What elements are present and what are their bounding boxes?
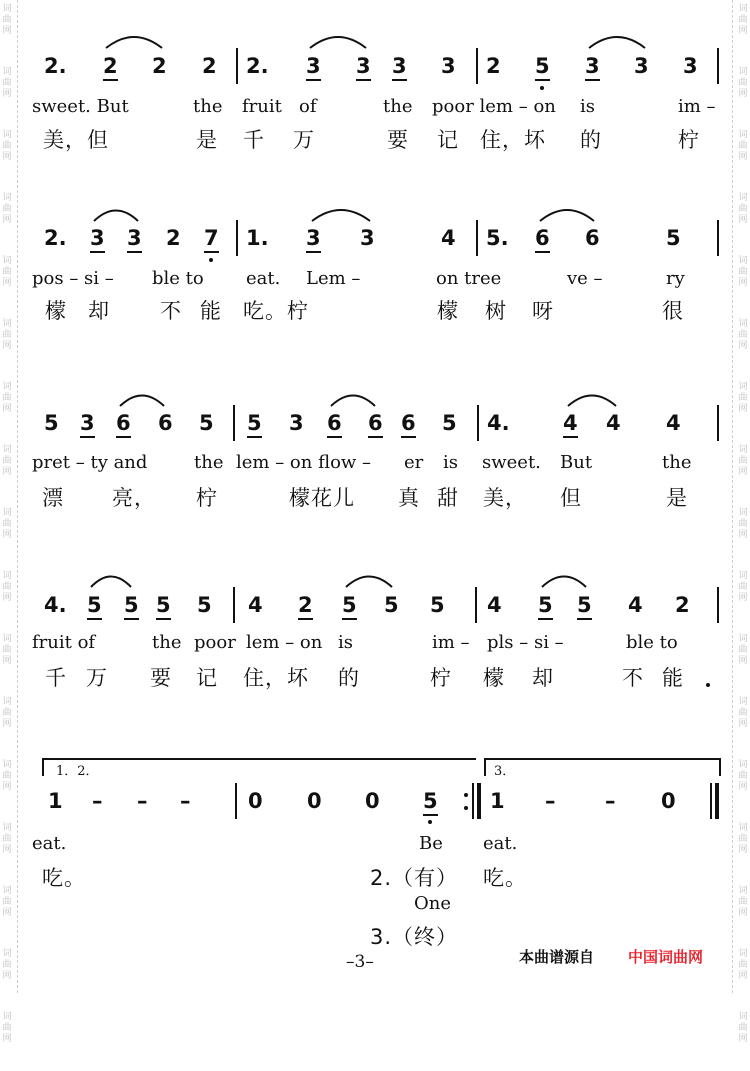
note: 2 <box>675 593 690 617</box>
barline <box>235 783 237 819</box>
note: 0 <box>248 789 263 813</box>
lyric-zh: 住，坏 <box>480 128 546 152</box>
octave-dot <box>209 258 213 262</box>
volta-bracket-1-2 <box>42 758 476 776</box>
final-barline-thick <box>715 783 719 819</box>
note: 3 <box>90 226 105 253</box>
lyric-en: lem – on <box>246 632 323 653</box>
lyric-zh-verse3: 3.（终） <box>370 925 459 949</box>
note: 6 <box>368 411 383 438</box>
lyric-en: pos – si – <box>32 268 114 289</box>
lyric-zh: 檬 <box>45 299 67 323</box>
lyric-en: the <box>193 96 223 117</box>
note: 3 <box>306 226 321 253</box>
note: 4 <box>666 411 681 435</box>
note: 1 <box>490 789 505 813</box>
barline <box>233 405 235 441</box>
note: 4 <box>606 411 621 435</box>
note: 4 <box>248 593 263 617</box>
lyric-zh: 却 <box>532 666 554 690</box>
note: 0 <box>307 789 322 813</box>
octave-dot <box>540 86 544 90</box>
slur <box>310 203 372 223</box>
note: 2 <box>298 593 313 620</box>
barline <box>236 48 238 84</box>
lyric-en: er <box>404 452 424 473</box>
lyric-zh: 却 <box>88 299 110 323</box>
note: 5 <box>156 593 171 620</box>
dash: – <box>137 789 148 813</box>
lyric-en: eat. <box>246 268 281 289</box>
barline <box>717 587 719 623</box>
slur <box>329 388 377 408</box>
note: 3 <box>392 54 407 81</box>
note: 3 <box>634 54 649 78</box>
ellipsis-dot <box>706 683 710 687</box>
lyric-en: im – <box>432 632 470 653</box>
note: 3 <box>306 54 321 81</box>
lyric-en: lem – on flow – <box>236 452 372 473</box>
source-label: 本曲谱源自 <box>519 948 595 966</box>
lyric-zh: 美， <box>483 486 527 510</box>
note: 3 <box>360 226 375 250</box>
lyric-zh: 能 <box>200 299 222 323</box>
slur <box>89 569 133 589</box>
lyric-zh: 万 <box>86 666 108 690</box>
lyric-en: Be <box>419 833 443 854</box>
note: 4 <box>563 411 578 438</box>
lyric-en: poor <box>194 632 236 653</box>
barline <box>236 220 238 256</box>
barline <box>475 587 477 623</box>
note: 6 <box>535 226 550 253</box>
note: 6 <box>158 411 173 435</box>
source-site: 中国词曲网 <box>628 948 704 966</box>
lyric-en-verse3: One <box>414 893 452 914</box>
note: 2. <box>246 54 269 78</box>
slur <box>92 203 140 223</box>
lyric-en: the <box>383 96 413 117</box>
lyric-zh: 檬 <box>437 299 459 323</box>
lyric-en: the <box>662 452 692 473</box>
volta-label: 3． <box>494 764 516 779</box>
barline <box>233 587 235 623</box>
note: 5 <box>342 593 357 620</box>
dash: – <box>92 789 103 813</box>
lyric-en: ble to <box>152 268 204 289</box>
lyric-zh: 美，但 <box>43 128 109 152</box>
lyric-zh: 亮， <box>112 486 156 510</box>
lyric-en: is <box>338 632 353 653</box>
note: 5 <box>44 411 59 435</box>
lyric-zh: 万 <box>293 128 315 152</box>
note: 5 <box>197 593 212 617</box>
lyric-en: im – <box>678 96 716 117</box>
lyric-en: Lem – <box>306 268 361 289</box>
lyric-zh: 的 <box>338 666 360 690</box>
slur <box>540 569 588 589</box>
note: 5 <box>666 226 681 250</box>
lyric-zh: 柠 <box>678 128 700 152</box>
note: 4. <box>44 593 67 617</box>
watermark-right: 词 曲 网 词 曲 网 词 曲 网 词 曲 网 词 曲 网 词 曲 网 词 曲 网 词 曲 网 词 曲 网 词 曲 网 词 曲 网 词 曲 网 词 曲 网 词 曲 网 词 曲 网 词 曲 网 词 曲 网 <box>738 4 748 1044</box>
lyric-en: on tree <box>436 268 502 289</box>
barline <box>477 405 479 441</box>
slur <box>308 30 368 50</box>
lyric-en: ry <box>666 268 685 289</box>
lyric-en: ve – <box>567 268 603 289</box>
dash: – <box>180 789 191 813</box>
lyric-en: poor lem – on <box>432 96 556 117</box>
lyric-zh: 要 <box>150 666 172 690</box>
lyric-en: sweet. <box>482 452 541 473</box>
repeat-dot <box>464 806 468 810</box>
note: 0 <box>661 789 676 813</box>
lyric-zh: 呀 <box>532 299 554 323</box>
lyric-zh: 要 <box>387 128 409 152</box>
note: 3 <box>80 411 95 438</box>
page-number: –3– <box>346 952 374 972</box>
slur <box>566 388 618 408</box>
slur <box>587 30 647 50</box>
note: 3 <box>289 411 304 435</box>
barline <box>476 48 478 84</box>
note: 5 <box>124 593 139 620</box>
note: 2 <box>166 226 181 250</box>
slur <box>538 203 596 223</box>
note: 6 <box>401 411 416 438</box>
note: 3 <box>683 54 698 78</box>
lyric-zh: 吃。 <box>483 866 527 890</box>
lyric-zh: 很 <box>662 299 684 323</box>
note: 6 <box>585 226 600 250</box>
lyric-zh: 记 <box>437 128 459 152</box>
barline <box>717 48 719 84</box>
note: 3 <box>356 54 371 81</box>
note: 5 <box>442 411 457 435</box>
volta-bracket-3 <box>484 758 721 776</box>
watermark-left: 词 曲 网 词 曲 网 词 曲 网 词 曲 网 词 曲 网 词 曲 网 词 曲 网 词 曲 网 词 曲 网 词 曲 网 词 曲 网 词 曲 网 词 曲 网 词 曲 网 词 曲 网 词 曲 网 词 曲 网 <box>2 4 12 1044</box>
lyric-en: pret – ty and <box>32 452 148 473</box>
lyric-zh: 真 <box>398 486 420 510</box>
note: 2. <box>44 54 67 78</box>
lyric-zh: 檬 <box>483 666 505 690</box>
lyric-zh: 记 <box>196 666 218 690</box>
note: 1 <box>48 789 63 813</box>
repeat-barline <box>472 783 474 819</box>
note: 5 <box>577 593 592 620</box>
lyric-en: fruit of <box>32 632 96 653</box>
lyric-en: eat. <box>483 833 518 854</box>
note: 3 <box>441 54 456 78</box>
lyric-en: is <box>443 452 458 473</box>
repeat-dot <box>464 793 468 797</box>
note: 5 <box>87 593 102 620</box>
lyric-zh: 的 <box>580 128 602 152</box>
note: 2 <box>486 54 501 78</box>
note: 5 <box>535 54 550 81</box>
slur <box>104 30 164 50</box>
lyric-zh: 住，坏 <box>243 666 309 690</box>
lyric-zh: 但 <box>560 486 582 510</box>
lyric-zh: 漂 <box>42 486 64 510</box>
note: 6 <box>116 411 131 438</box>
lyric-en: fruit <box>242 96 282 117</box>
lyric-zh: 甜 <box>437 486 459 510</box>
note: 5 <box>430 593 445 617</box>
lyric-en: is <box>580 96 595 117</box>
note: 2 <box>152 54 167 78</box>
slur <box>344 569 394 589</box>
volta-label: 1．2． <box>56 764 99 779</box>
lyric-zh: 千 <box>243 128 265 152</box>
note: 5 <box>247 411 262 438</box>
note: 2 <box>103 54 118 81</box>
lyric-en: pls – si – <box>487 632 564 653</box>
note: 1. <box>246 226 269 250</box>
lyric-en: eat. <box>32 833 67 854</box>
lyric-zh: 吃。柠 <box>243 299 309 323</box>
barline <box>717 405 719 441</box>
note: 3 <box>585 54 600 81</box>
lyric-zh: 千 <box>45 666 67 690</box>
lyric-en: ble to <box>626 632 678 653</box>
dash: – <box>545 789 556 813</box>
note: 7 <box>204 226 219 253</box>
barline <box>717 220 719 256</box>
repeat-thick-barline <box>477 783 481 819</box>
note: 3 <box>127 226 142 253</box>
note: 5 <box>199 411 214 435</box>
note: 5. <box>486 226 509 250</box>
note: 5 <box>384 593 399 617</box>
lyric-en: But <box>560 452 593 473</box>
lyric-zh: 能 <box>662 666 684 690</box>
note: 4 <box>441 226 456 250</box>
note: 0 <box>365 789 380 813</box>
dash: – <box>605 789 616 813</box>
note: 6 <box>327 411 342 438</box>
slur <box>118 388 166 408</box>
lyric-zh: 是 <box>666 486 688 510</box>
octave-dot <box>428 820 432 824</box>
lyric-zh: 吃。 <box>42 866 86 890</box>
lyric-zh: 2.（有） <box>370 866 459 890</box>
note: 5 <box>423 789 438 816</box>
barline <box>476 220 478 256</box>
lyric-zh: 不 <box>622 666 644 690</box>
lyric-en: sweet. But <box>32 96 129 117</box>
lyric-zh: 檬花儿 <box>289 486 355 510</box>
lyric-en: the <box>194 452 224 473</box>
lyric-zh: 柠 <box>196 486 218 510</box>
lyric-zh: 是 <box>196 128 218 152</box>
lyric-zh: 不 <box>160 299 182 323</box>
note: 4 <box>628 593 643 617</box>
note: 4. <box>487 411 510 435</box>
lyric-zh: 树 <box>485 299 507 323</box>
final-barline-thin <box>710 783 712 819</box>
note: 5 <box>538 593 553 620</box>
note: 2 <box>202 54 217 78</box>
lyric-en: the <box>152 632 182 653</box>
note: 4 <box>487 593 502 617</box>
lyric-en: of <box>299 96 317 117</box>
note: 2. <box>44 226 67 250</box>
lyric-zh: 柠 <box>430 666 452 690</box>
